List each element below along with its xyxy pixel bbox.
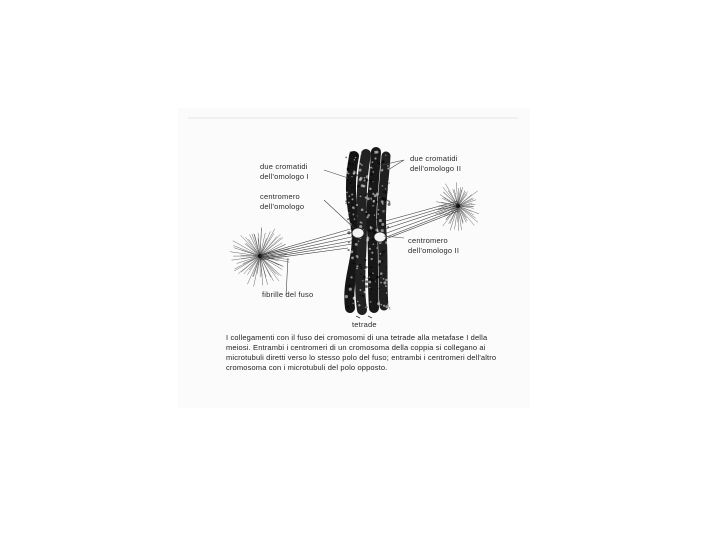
chromatin-speck	[354, 218, 356, 220]
chromatin-speck	[357, 167, 358, 168]
chromatin-speck	[387, 201, 389, 203]
chromatin-speck	[345, 295, 348, 298]
chromatin-speck	[389, 272, 391, 274]
chromatin-speck	[387, 165, 389, 167]
chromatin-speck	[355, 157, 356, 158]
chromatin-speck	[369, 278, 371, 280]
chromatin-speck	[370, 173, 373, 176]
chromatin-speck	[373, 244, 375, 246]
chromatin-speck	[379, 260, 382, 263]
aster-ray	[260, 229, 261, 256]
right-spindle-pole-aster	[435, 182, 479, 231]
label-chromatids-homolog-1	[260, 162, 309, 182]
chromatin-speck	[356, 204, 358, 206]
chromatin-speck	[378, 196, 381, 199]
chromatin-speck	[375, 281, 376, 282]
chromatin-speck	[380, 272, 383, 275]
chromatin-speck	[361, 164, 363, 166]
chromatin-speck	[365, 197, 367, 199]
chromatin-speck	[348, 221, 350, 223]
chromatin-speck	[386, 292, 388, 294]
chromatin-speck	[351, 257, 354, 260]
chromatin-speck	[346, 233, 347, 234]
chromatin-speck	[365, 213, 368, 216]
chromatin-speck	[365, 280, 368, 283]
chromatin-speck	[351, 193, 353, 195]
chromatin-speck	[345, 203, 347, 205]
label-line-1: centromero	[408, 236, 448, 245]
chromatin-speck	[370, 226, 372, 228]
chromatin-speck	[348, 173, 349, 174]
chromatin-speck	[377, 219, 379, 221]
chromatin-speck	[366, 193, 369, 196]
chromatin-speck	[372, 205, 374, 207]
label-line-1: due cromatidi	[260, 162, 308, 171]
chromatin-speck	[348, 242, 350, 244]
chromatin-speck	[385, 285, 387, 287]
chromatin-speck	[348, 202, 350, 204]
chromatin-speck	[359, 169, 362, 172]
chromatin-speck	[370, 180, 373, 183]
chromatin-speck	[372, 151, 374, 153]
chromatin-speck	[361, 295, 364, 298]
chromatin-speck	[384, 191, 387, 194]
chromatin-speck	[374, 157, 376, 159]
chromatin-speck	[376, 160, 377, 161]
tetrad-chromosomes	[345, 151, 391, 310]
chromatin-speck	[363, 276, 366, 279]
chromatin-speck	[389, 307, 390, 308]
chromatin-speck	[378, 264, 380, 266]
chromatin-speck	[349, 288, 352, 291]
chromatin-speck	[348, 285, 351, 288]
chromatin-speck	[366, 216, 368, 218]
chromatin-speck	[370, 301, 372, 303]
chromatin-speck	[346, 188, 347, 189]
chromatin-speck	[357, 224, 358, 225]
chromatin-speck	[365, 307, 366, 308]
label-chromatids-homolog-2	[410, 154, 461, 174]
chromatin-speck	[351, 237, 353, 239]
chromatin-speck	[349, 293, 350, 294]
chromatin-speck	[374, 215, 375, 216]
chromatin-speck	[350, 276, 352, 278]
chromatin-speck	[380, 253, 382, 255]
chromatin-speck	[390, 309, 391, 310]
chromatin-speck	[387, 190, 388, 191]
label-line-2: dell'omologo I	[260, 172, 309, 181]
aster-ray	[458, 206, 478, 222]
chromatin-speck	[376, 276, 379, 279]
chromatin-speck	[359, 289, 361, 291]
centromere-homolog-1	[352, 228, 364, 238]
label-tetrad: tetrade	[352, 320, 377, 329]
chromatin-speck	[378, 162, 381, 165]
chromatin-speck	[351, 176, 352, 177]
chromatin-speck	[364, 291, 366, 293]
chromatin-speck	[346, 227, 349, 230]
chromatin-speck	[351, 198, 353, 200]
chromatin-speck	[369, 248, 371, 250]
chromatin-speck	[376, 247, 378, 249]
label-line-1: due cromatidi	[410, 154, 458, 163]
chromatin-speck	[356, 267, 358, 269]
label-centromere-homolog-1	[260, 192, 304, 212]
chromatin-speck	[369, 188, 372, 191]
chromatin-speck	[359, 152, 362, 155]
chromatin-speck	[345, 200, 347, 202]
chromatin-speck	[385, 188, 386, 189]
chromatin-speck	[345, 157, 347, 159]
chromatin-speck	[348, 162, 351, 165]
chromatin-speck	[352, 171, 354, 173]
chromatin-speck	[355, 256, 357, 258]
chromatin-speck	[352, 303, 353, 304]
chromatin-speck	[368, 263, 370, 265]
chromatin-speck	[359, 225, 362, 228]
chromatin-speck	[360, 195, 362, 197]
chromatin-speck	[361, 208, 364, 211]
chromatin-speck	[349, 182, 351, 184]
chromatin-speck	[371, 289, 372, 290]
chromatin-speck	[376, 193, 379, 196]
chromatin-speck	[378, 288, 379, 289]
chromatin-speck	[347, 180, 349, 182]
chromatin-speck	[370, 293, 371, 294]
chromatin-speck	[385, 305, 388, 308]
aster-ray	[458, 206, 467, 221]
chromatin-speck	[357, 301, 359, 303]
chromatin-speck	[347, 218, 349, 220]
chromatin-speck	[353, 262, 355, 264]
chromatin-speck	[374, 267, 375, 268]
chromatin-speck	[355, 243, 358, 246]
chromatin-speck	[357, 185, 360, 188]
label-line-2: dell'omologo II	[408, 246, 460, 255]
chromatin-speck	[378, 276, 381, 279]
chromatin-speck	[358, 241, 359, 242]
tetrad-marker	[356, 316, 372, 318]
chromatin-speck	[383, 211, 384, 212]
chromatin-speck	[381, 260, 383, 262]
chromatin-speck	[350, 250, 353, 253]
chromatin-speck	[353, 187, 354, 188]
chromatin-speck	[365, 304, 366, 305]
chromatin-speck	[346, 206, 348, 208]
chromatin-speck	[382, 251, 385, 254]
chromatin-speck	[369, 277, 370, 278]
chromatin-speck	[379, 300, 380, 301]
chromatin-speck	[364, 177, 366, 179]
chromatin-speck	[387, 226, 389, 228]
chromatin-speck	[369, 287, 370, 288]
chromatin-speck	[347, 306, 349, 308]
chromatin-speck	[367, 237, 370, 240]
label-centromere-homolog-2	[408, 236, 459, 256]
chromatin-speck	[365, 257, 367, 259]
chromatin-speck	[370, 168, 373, 171]
chromatin-speck	[346, 224, 348, 226]
chromatin-speck	[351, 163, 353, 165]
chromatin-speck	[360, 267, 362, 269]
chromatin-speck	[371, 252, 373, 254]
chromatin-speck	[368, 230, 371, 233]
chromatin-speck	[359, 178, 362, 181]
chromatin-speck	[386, 267, 387, 268]
chromatin-speck	[371, 258, 373, 260]
chromatin-speck	[376, 151, 379, 154]
chromatin-speck	[385, 154, 386, 155]
chromatin-speck	[388, 279, 391, 282]
label-line-1: centromero	[260, 192, 300, 201]
chromatin-speck	[380, 282, 382, 284]
chromatin-speck	[372, 171, 374, 173]
chromatin-speck	[372, 193, 374, 195]
chromatin-speck	[366, 278, 367, 279]
chromatin-speck	[383, 278, 385, 280]
chromatin-speck	[348, 212, 349, 213]
chromatin-speck	[348, 249, 350, 251]
chromatin-speck	[350, 151, 353, 154]
chromatin-speck	[361, 222, 362, 223]
chromatin-speck	[364, 195, 365, 196]
chromatin-speck	[381, 223, 384, 226]
figure-caption: I collegamenti con il fuso dei cromosomi di una tetrade alla metafase I della meiosi. Entrambi i centromeri di un cromosoma della coppia si collegano ai microtubuli diretti verso lo stesso polo del fuso; entrambi i centromeri dell'altro cromosoma con i microtubuli del polo opposto.	[226, 333, 497, 372]
chromatin-speck	[366, 211, 368, 213]
chromatin-speck	[370, 197, 372, 199]
chromatin-speck	[366, 175, 369, 178]
chromatin-speck	[385, 279, 387, 281]
chromatin-speck	[358, 304, 360, 306]
label-line-2: dell'omologo II	[410, 164, 462, 173]
chromatin-speck	[353, 297, 356, 300]
chromatin-speck	[387, 200, 389, 202]
chromatin-speck	[389, 182, 390, 183]
chromatin-speck	[380, 304, 382, 306]
chromatin-speck	[360, 273, 362, 275]
chromatin-speck	[370, 266, 372, 268]
chromatin-speck	[346, 191, 348, 193]
chromatin-speck	[365, 285, 368, 288]
scanned-figure	[178, 108, 530, 408]
chromatin-speck	[381, 255, 383, 257]
tetrad-spindle-illustration	[178, 108, 530, 338]
chromatin-speck	[359, 295, 360, 296]
chromatin-speck	[352, 213, 354, 215]
chromatin-speck	[371, 199, 372, 200]
chromatin-speck	[387, 238, 389, 240]
chromatin-speck	[379, 219, 382, 222]
chromatin-speck	[352, 206, 355, 209]
chromatin-speck	[388, 184, 391, 187]
chromatin-speck	[375, 201, 377, 203]
chromatin-speck	[355, 154, 357, 156]
chromatin-speck	[376, 302, 378, 304]
chromatin-speck	[362, 162, 363, 163]
chromatin-speck	[381, 200, 384, 203]
chromatin-speck	[383, 305, 385, 307]
chromatin-speck	[382, 198, 385, 201]
chromatin-speck	[352, 294, 353, 295]
chromatin-speck	[359, 264, 361, 266]
chromatin-speck	[380, 169, 381, 170]
aster-ray	[233, 241, 260, 256]
chromatin-speck	[368, 281, 371, 284]
chromatin-speck	[372, 273, 374, 275]
label-line-2: dell'omologo	[260, 202, 305, 211]
chromatin-speck	[373, 200, 375, 202]
chromatin-speck	[381, 160, 384, 163]
chromatin-speck	[385, 225, 386, 226]
chromatin-speck	[365, 266, 368, 269]
chromatin-speck	[387, 242, 389, 244]
chromatin-speck	[359, 256, 360, 257]
chromatin-speck	[347, 231, 350, 234]
chromatin-speck	[383, 281, 386, 284]
chromatin-speck	[367, 197, 370, 200]
chromatin-speck	[364, 179, 366, 181]
chromatin-speck	[388, 201, 390, 203]
chromatin-speck	[354, 159, 356, 161]
chromatin-speck	[357, 215, 358, 216]
chromatin-speck	[388, 262, 390, 264]
chromatin-speck	[345, 171, 348, 174]
chromatin-speck	[352, 222, 354, 224]
chromatin-speck	[373, 198, 374, 199]
chromatin-speck	[377, 213, 379, 215]
chromatin-speck	[347, 167, 350, 170]
chromatin-speck	[379, 223, 381, 225]
chromatin-speck	[382, 185, 384, 187]
chromatin-speck	[378, 209, 380, 211]
chromatin-speck	[363, 185, 366, 188]
chromatin-speck	[387, 303, 390, 306]
chromatin-speck	[385, 250, 386, 251]
chromatin-speck	[371, 279, 374, 282]
label-spindle-fibers: fibrille del fuso	[262, 290, 314, 299]
chromatin-speck	[356, 174, 358, 176]
chromatin-speck	[356, 265, 358, 267]
aster-ray	[437, 206, 458, 209]
chromatin-speck	[375, 229, 378, 232]
chromatin-speck	[382, 191, 384, 193]
chromatin-speck	[364, 269, 365, 270]
centromere-homolog-2	[374, 232, 386, 242]
chromatin-speck	[372, 161, 374, 163]
chromatin-speck	[362, 280, 363, 281]
chromatin-speck	[349, 195, 351, 197]
chromatin-speck	[365, 179, 368, 182]
chromatin-speck	[367, 307, 368, 308]
chromatin-speck	[359, 163, 361, 165]
